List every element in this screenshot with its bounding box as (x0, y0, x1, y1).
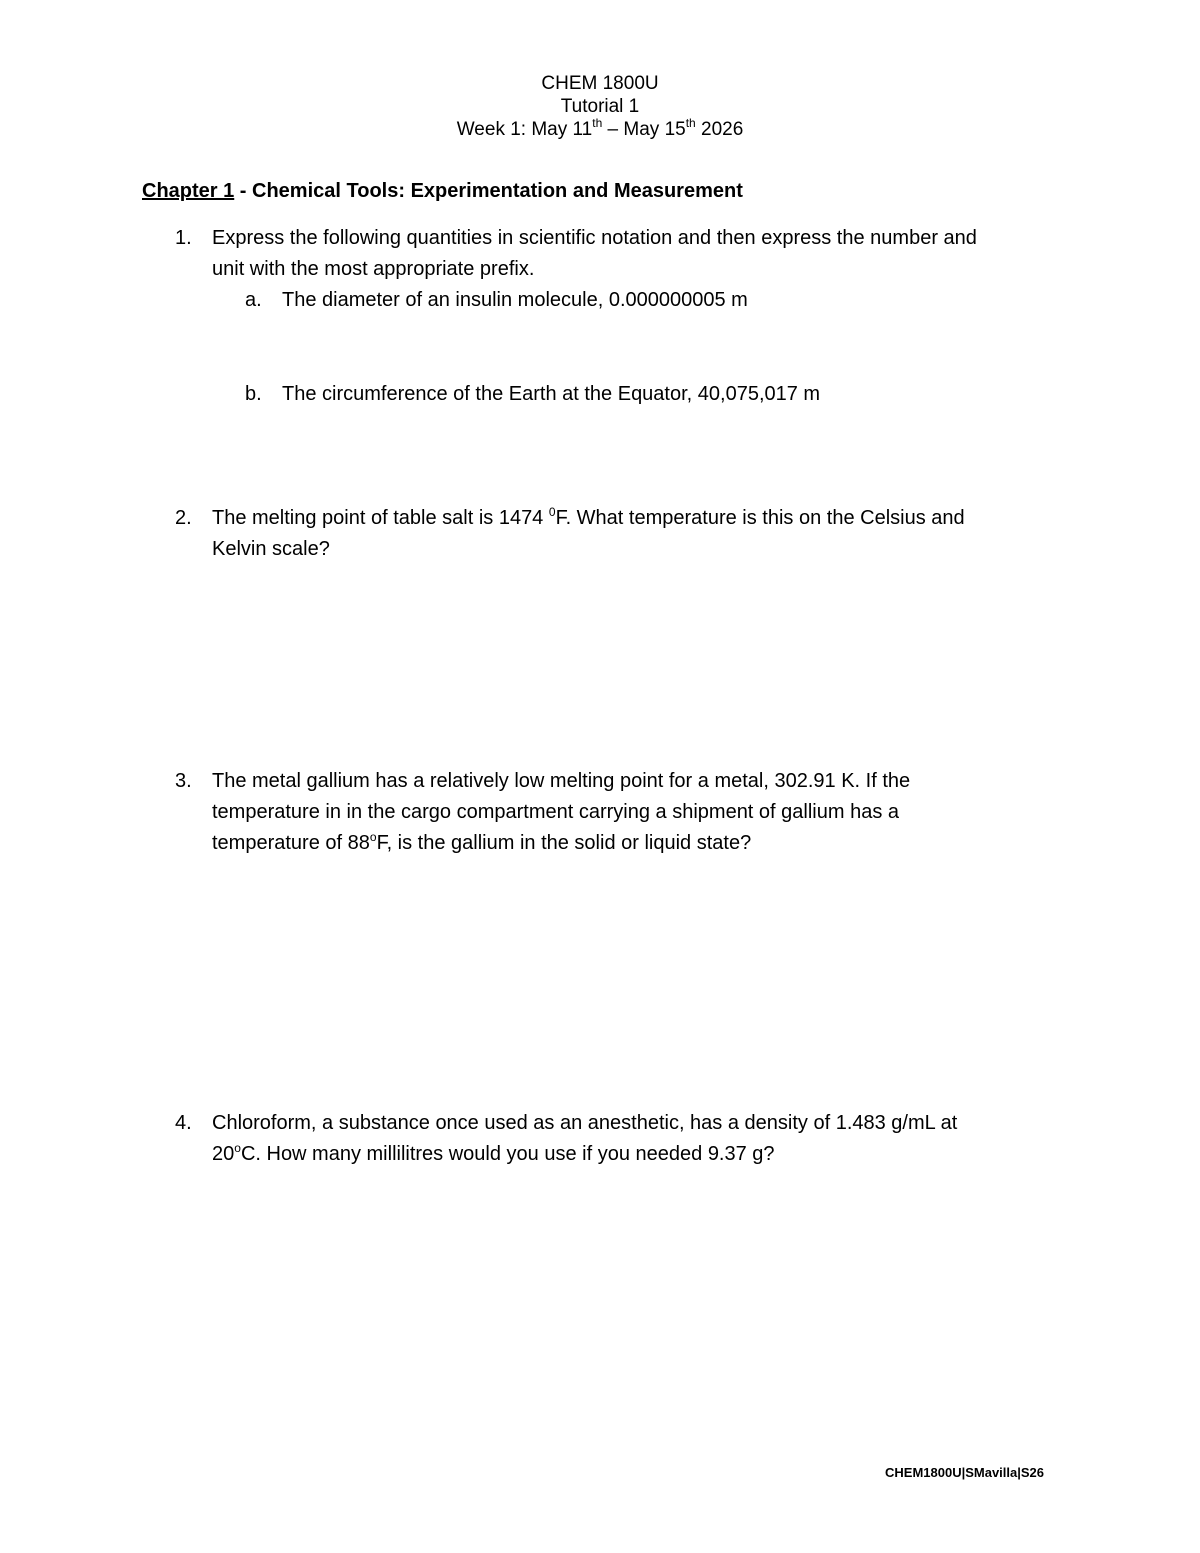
part-text: The diameter of an insulin molecule, 0.000000005 m (282, 289, 748, 311)
question-text: Chloroform, a substance once used as an anesthetic, has a density of 1.483 g/mL at 20$^o$C. How many millilitres would you use if you needed 9.37 g? (212, 1112, 958, 1165)
question-1 (175, 223, 1075, 285)
question-number: 1. (175, 227, 192, 249)
question-text: The melting point of table salt is 1474 $^0$F. What temperature is this on the Celsius and Kelvin scale? (212, 505, 965, 560)
part-letter: b. (245, 383, 262, 405)
question-1b (245, 379, 1095, 410)
question-2 (175, 503, 1075, 565)
page-footer: CHEM1800U|SMavilla|S26 (885, 1465, 1045, 1480)
question-1a (245, 285, 1095, 316)
document-header (0, 72, 1200, 141)
week-dates: Week 1: May 11th – May 15th 2026 (456, 116, 744, 140)
chapter-heading (142, 178, 743, 204)
question-4 (175, 1108, 1075, 1170)
tutorial-title: Tutorial 1 (560, 96, 640, 117)
chapter-label: Chapter 1 (142, 180, 235, 202)
question-number: 3. (175, 770, 192, 792)
part-text: The circumference of the Earth at the Equator, 40,075,017 m (282, 383, 821, 405)
question-3 (175, 766, 1075, 859)
chapter-title: - Chemical Tools: Experimentation and Measurement (234, 180, 743, 202)
question-text: The metal gallium has a relatively low melting point for a metal, 302.91 K. If the temperature in in the cargo compartment carrying a shipment of gallium has a temperature of 88$^o$F, is the gallium in the solid or liquid state? (212, 770, 911, 854)
part-letter: a. (245, 289, 262, 311)
question-text: Express the following quantities in scientific notation and then express the number and unit with the most appropriate prefix. (212, 227, 977, 280)
question-number: 4. (175, 1112, 192, 1134)
course-code: CHEM 1800U (541, 73, 659, 94)
question-number: 2. (175, 507, 192, 529)
